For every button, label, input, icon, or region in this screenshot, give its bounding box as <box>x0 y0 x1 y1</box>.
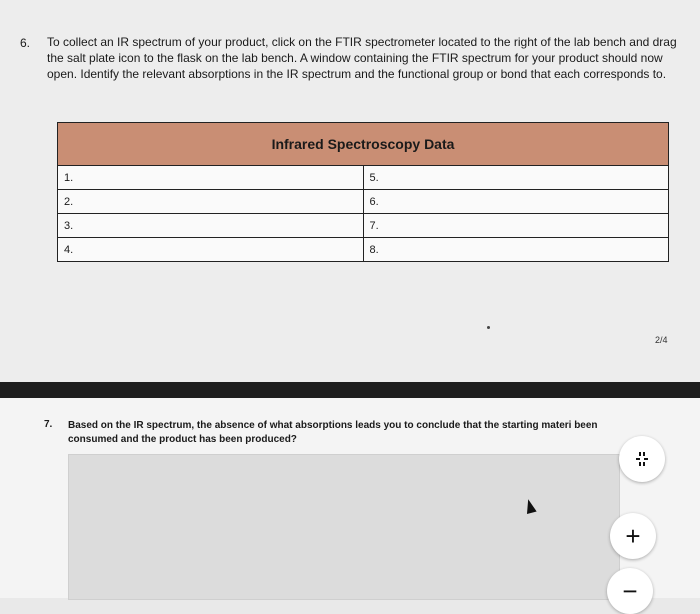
table-cell[interactable]: 8. <box>363 238 669 262</box>
page-divider <box>0 382 700 398</box>
question-7-text: Based on the IR spectrum, the absence of what absorptions leads you to conclude that the starting materi been consumed and the product has been produced? <box>68 420 598 445</box>
question-6-text: To collect an IR spectrum of your product, click on the FTIR spectrometer located to the right of the lab bench and drag the salt plate icon to the flask on the lab bench. A window containing the FTIR spectrum for your product should now open. Identify the relevant absorptions in the IR spectrum and the functional group or bond that each corresponds to. <box>47 35 677 81</box>
table-row <box>58 166 669 190</box>
table-cell[interactable]: 6. <box>363 190 669 214</box>
ir-table-title: Infrared Spectroscopy Data <box>58 123 669 166</box>
table-cell[interactable]: 2. <box>58 190 364 214</box>
zoom-in-button[interactable]: + <box>610 513 656 559</box>
question-7-number: 7. <box>44 419 53 430</box>
table-row <box>58 190 669 214</box>
table-cell[interactable]: 3. <box>58 214 364 238</box>
zoom-out-button[interactable]: − <box>607 568 653 614</box>
table-cell[interactable]: 1. <box>58 166 364 190</box>
answer-text-box[interactable] <box>68 454 620 600</box>
fit-screen-icon <box>634 451 650 467</box>
table-row <box>58 238 669 262</box>
ir-data-table <box>57 122 669 262</box>
table-cell[interactable]: 4. <box>58 238 364 262</box>
table-row <box>58 214 669 238</box>
worksheet-page-3 <box>0 398 700 606</box>
page-indicator: 2/4 <box>655 335 668 345</box>
table-cell[interactable]: 5. <box>363 166 669 190</box>
table-cell[interactable]: 7. <box>363 214 669 238</box>
stray-dot <box>487 326 490 329</box>
fit-screen-button[interactable] <box>619 436 665 482</box>
question-6-number: 6. <box>20 36 31 50</box>
